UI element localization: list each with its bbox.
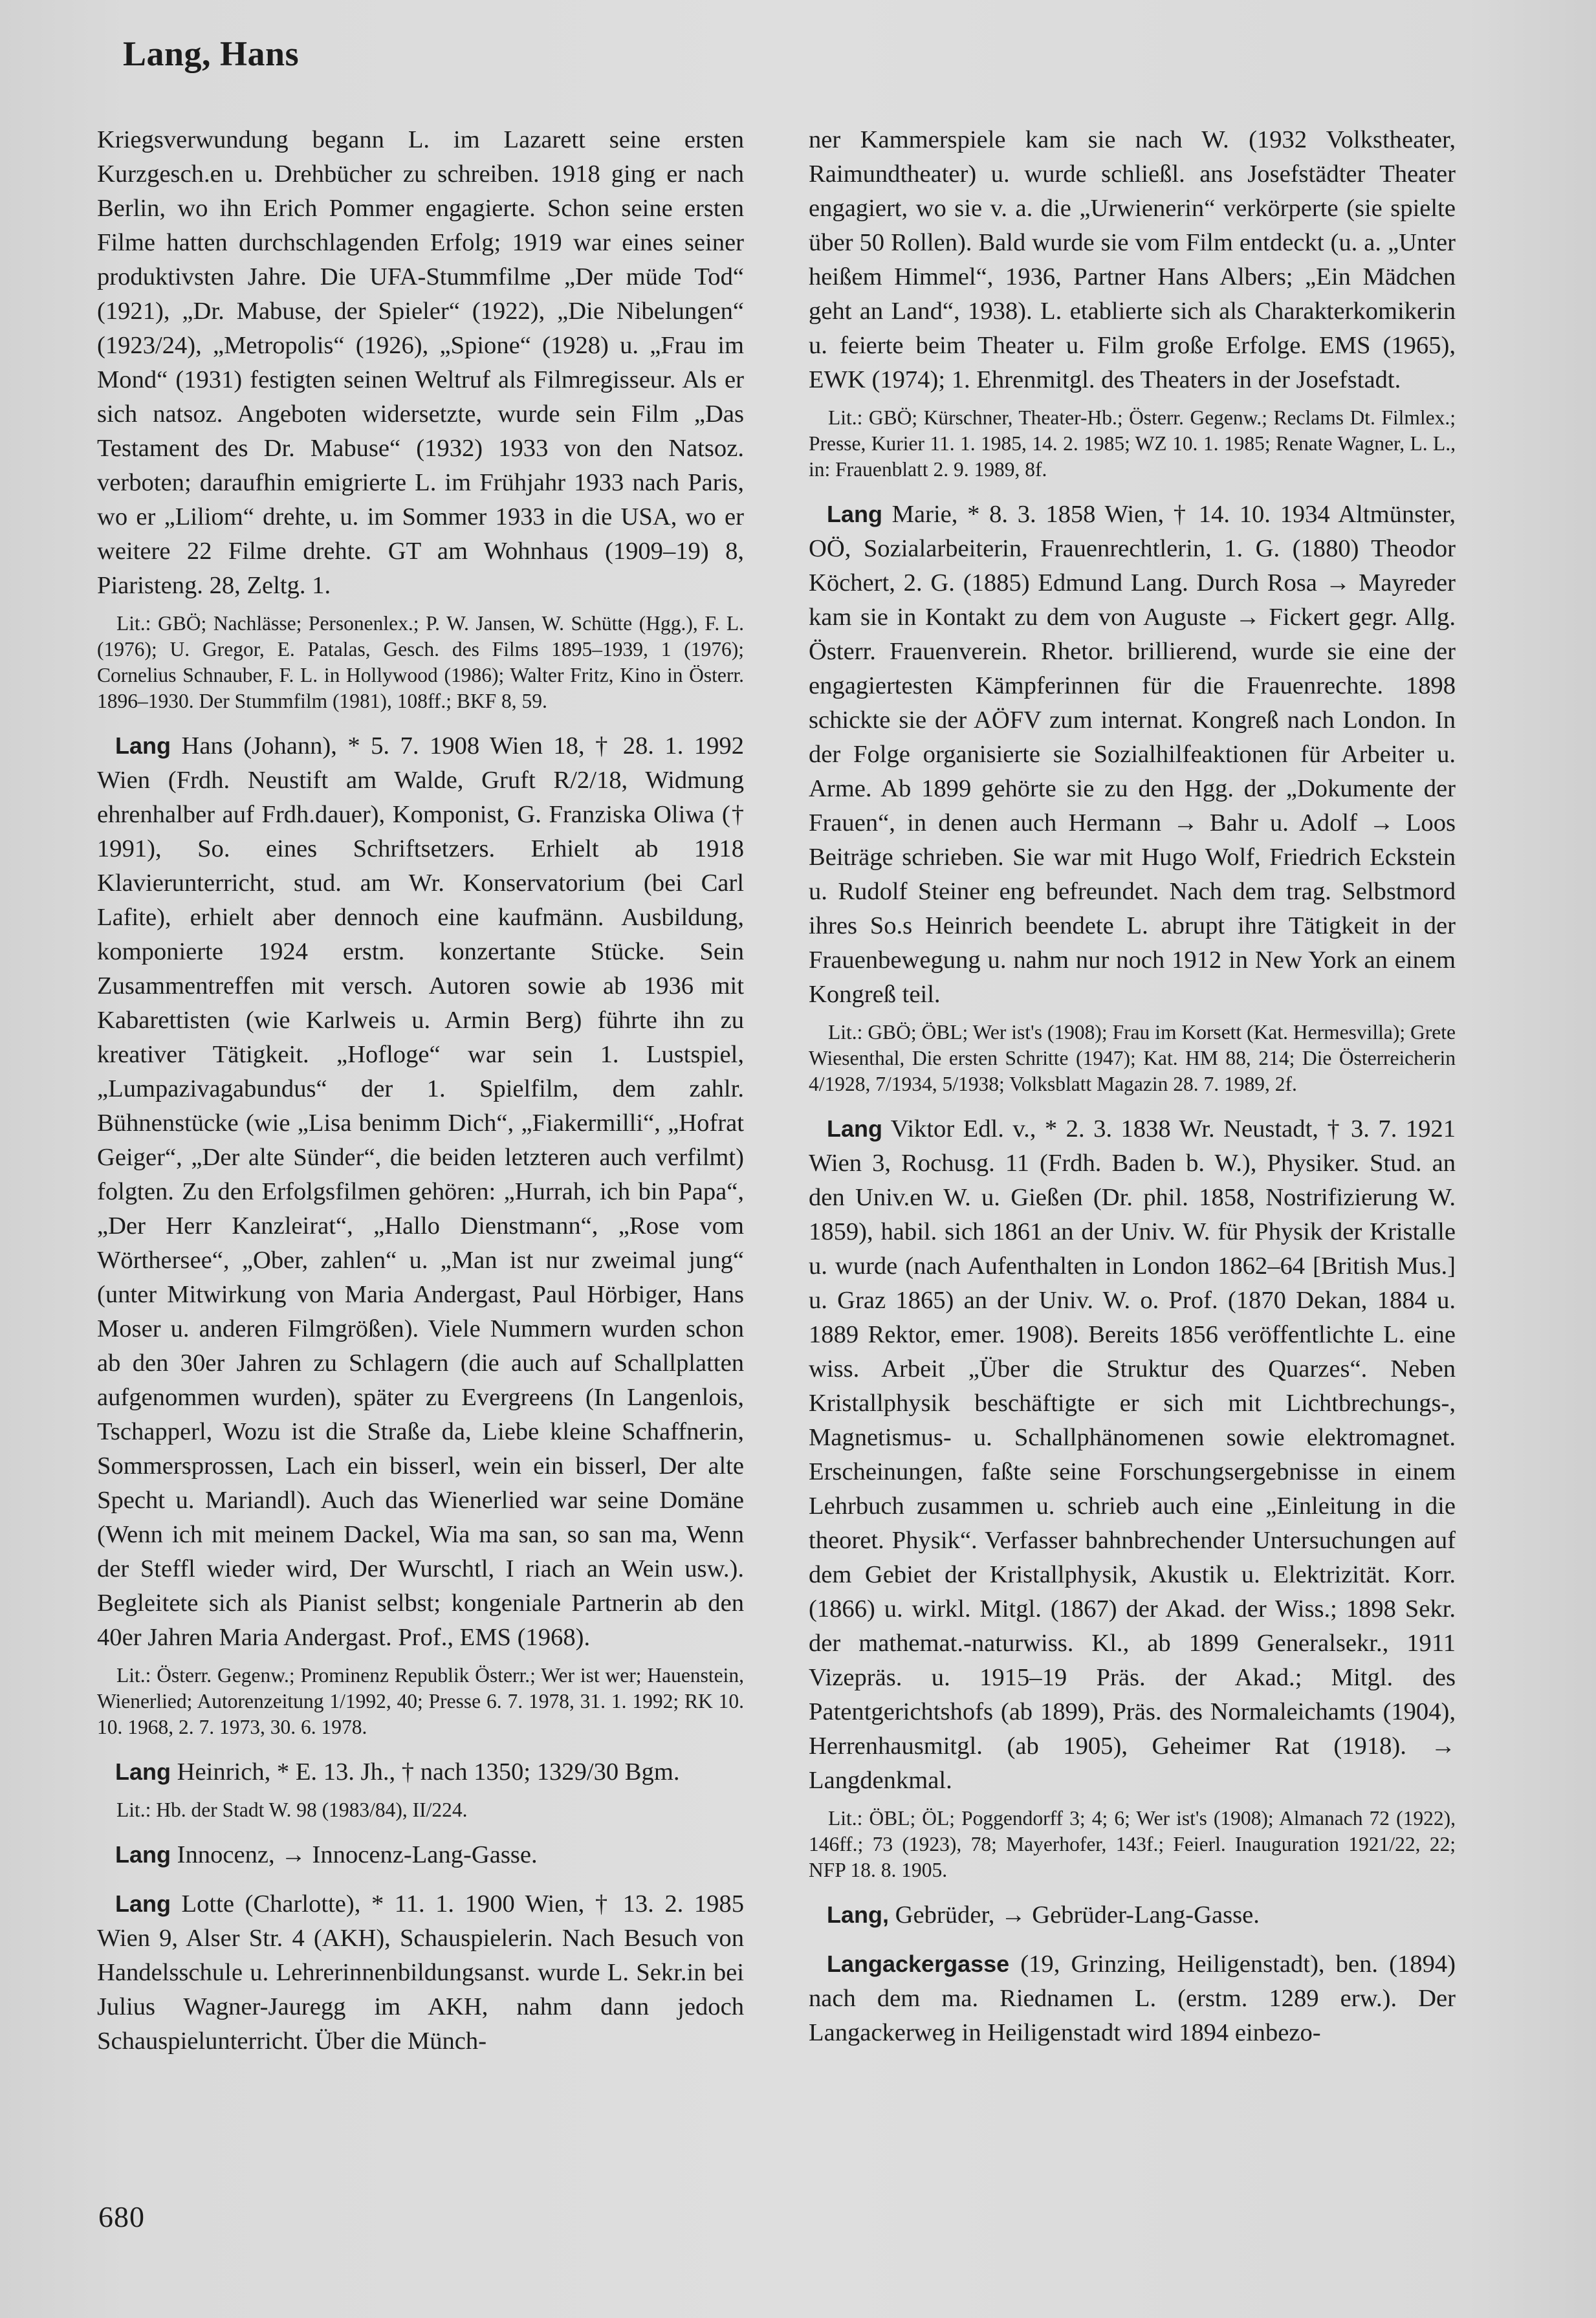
page-number: 680 [98,2200,145,2233]
entry-lang-gebrueder [809,1897,1456,1932]
running-head: Lang, Hans [123,34,300,73]
entry-continuation: Kriegsverwundung begann L. im Lazarett seine ersten Kurzgesch.en u. Drehbücher zu schreiben. 1918 ging er nach Berlin, wo ihn Erich Pommer engagierte. Schon seine ersten Filme hatten durchschlagenden Erfolg; 1919 war eines seiner produktivsten Jahre. Die UFA-Stummfilme „Der müde Tod“ (1921), „Dr. Mabuse, der Spieler“ (1922), „Die Nibelungen“ (1923/24), „Metropolis“ (1926), „Spione“ (1928) u. „Frau im Mond“ (1931) festigten seinen Weltruf als Filmregisseur. Als er sich natsoz. Angeboten widersetzte, wurde sein Film „Das Testament des Dr. Mabuse“ (1932) 1933 von den Natsoz. verboten; daraufhin emigrierte L. im Frühjahr 1933 nach Paris, wo er „Liliom“ drehte, u. im Sommer 1933 in die USA, wo er weitere 22 Filme drehte. GT am Wohnhaus (1909–19) 8, Piaristeng. 28, Zeltg. 1. [97,126,744,599]
entry-lang-lotte [97,1886,744,2059]
entry-lang-heinrich [97,1755,744,1789]
entry-text: Gebrüder, → Gebrüder-Lang-Gasse. [889,1901,1260,1929]
literature-note: Lit.: Österr. Gegenw.; Prominenz Republik Österr.; Wer ist wer; Hauenstein, Wienerlied; Autorenzeitung 1/1992, 40; Presse 6. 7. 1978, 31. 1. 1992; RK 10. 10. 1968, 2. 7. 1973, 30. 6. 1978. [97,1664,744,1738]
entry-headword: Lang [827,1115,882,1142]
entry-text: Lotte (Charlotte), * 11. 1. 1900 Wien, † 13. 2. 1985 Wien 9, Alser Str. 4 (AKH), Schauspielerin. Nach Besuch von Handelsschule u. Lehrerinnenbildungsanst. wurde L. Sekr.in bei Julius Wagner-Jauregg im AKH, nahm dann jedoch Schauspielunterricht. Über die Münch- [97,1890,744,2055]
literature-note: Lit.: ÖBL; ÖL; Poggendorff 3; 4; 6; Wer ist's (1908); Almanach 72 (1922), 146ff.; 73 (1923), 78; Mayerhofer, 143f.; Feierl. Inauguration 1921/22, 22; NFP 18. 8. 1905. [809,1807,1456,1881]
entry-text: Innocenz, → Innocenz-Lang-Gasse. [171,1841,538,1868]
entry-text: Hans (Johann), * 5. 7. 1908 Wien 18, † 28. 1. 1992 Wien (Frdh. Neustift am Walde, Gruft R/2/18, Widmung ehrenhalber auf Frdh.dauer), Komponist, G. Franziska Oliwa († 1991), So. eines Schriftsetzers. Erhielt ab 1918 Klavierunterricht, stud. am Wr. Konservatorium (bei Carl Lafite), erhielt aber dennoch eine kaufmänn. Ausbildung, komponierte 1924 erstm. konzertante Stücke. Sein Zusammentreffen mit versch. Autoren sowie ab 1936 mit Kabarettisten (wie Karlweis u. Armin Berg) führte ihn zu kreativer Tätigkeit. „Hofloge“ war sein 1. Lustspiel, „Lumpazivagabundus“ der 1. Spielfilm, dem zahlr. Bühnenstücke (wie „Lisa benimm Dich“, „Fiakermilli“, „Hofrat Geiger“, „Der alte Sünder“, die beiden letzteren auch verfilmt) folgten. Zu den Erfolgsfilmen gehören: „Hurrah, ich bin Papa“, „Der Herr Kanzleirat“, „Hallo Dienstmann“, „Rose vom Wörthersee“, „Ober, zahlen“ u. „Man ist nur zweimal jung“ (unter Mitwirkung von Maria Andergast, Paul Hörbiger, Hans Moser u. anderen Filmgrößen). Viele Nummern wurden schon ab den 30er Jahren zu Schlagern (die auch auf Schallplatten aufgenommen wurden), später zu Evergreens (In Langenlois, Tschapperl, Wozu ist die Straße da, Liebe kleine Schaffnerin, Sommersprossen, Lach ein bisserl, wein ein bisserl, Der alte Specht u. Mariandl). Auch das Wienerlied war seine Domäne (Wenn ich mit meinem Dackel, Wia ma san, so san ma, Wenn der Steffl wieder wird, Der Wurschtl, I riach an Wein usw.). Begleitete sich als Pianist selbst; kongeniale Partnerin ab den 40er Jahren Maria Andergast. Prof., EMS (1968). [97,732,744,1651]
literature-note: Lit.: GBÖ; Nachlässe; Personenlex.; P. W. Jansen, W. Schütte (Hgg.), F. L. (1976); U. Gregor, E. Patalas, Gesch. des Films 1895–1939, 1 (1976); Cornelius Schnauber, F. L. in Hollywood (1986); Walter Fritz, Kino in Österr. 1896–1930. Der Stummfilm (1981), 108ff.; BKF 8, 59. [97,612,744,712]
entry-text: (19, Grinzing, Heiligenstadt), ben. (1894) nach dem ma. Riednamen L. (erstm. 1289 erw.). Der Langackerweg in Heiligenstadt wird 1894 einbezo- [809,1951,1456,2046]
entry-lang-hans [97,728,744,1655]
literature-note: Lit.: GBÖ; ÖBL; Wer ist's (1908); Frau im Korsett (Kat. Hermesvilla); Grete Wiesenthal, Die ersten Schritte (1947); Kat. HM 88, 214; Die Österreicherin 4/1928, 7/1934, 5/1938; Volksblatt Magazin 28. 7. 1989, 2f. [809,1021,1456,1095]
entry-headword: Lang [827,501,882,527]
entry-continuation: ner Kammerspiele kam sie nach W. (1932 Volkstheater, Raimundtheater) u. wurde schließl. ans Josefstädter Theater engagiert, wo sie v. a. die „Urwienerin“ verkörperte (sie spielte über 50 Rollen). Bald wurde sie vom Film entdeckt (u. a. „Unter heißem Himmel“, 1936, Partner Hans Albers; „Ein Mädchen geht an Land“, 1938). L. etablierte sich als Charakterkomikerin u. feierte beim Theater u. Film große Erfolge. EMS (1965), EWK (1974); 1. Ehrenmitgl. des Theaters in der Josefstadt. [809,126,1456,393]
entry-text: Viktor Edl. v., * 2. 3. 1838 Wr. Neustadt, † 3. 7. 1921 Wien 3, Rochusg. 11 (Frdh. Baden b. W.), Physiker. Stud. an den Univ.en W. u. Gießen (Dr. phil. 1858, Nostrifizierung W. 1859), habil. sich 1861 an der Univ. W. für Physik der Kristalle u. wurde (nach Aufenthalten in London 1862–64 [British Mus.] u. Graz 1865) an der Univ. W. o. Prof. (1870 Dekan, 1884 u. 1889 Rektor, emer. 1908). Bereits 1856 veröffentlichte L. eine wiss. Arbeit „Über die Struktur des Quarzes“. Neben Kristallphysik beschäftigte er sich mit Lichtbrechungs-, Magnetismus- u. Schallphänomenen sowie elektromagnet. Erscheinungen, faßte seine Forschungsergebnisse in einem Lehrbuch zusammen u. schrieb auch eine „Einleitung in die theoret. Physik“. Verfasser bahnbrechender Untersuchungen auf dem Gebiet der Kristallphysik, Akustik u. Elektrizität. Korr. (1866) u. wirkl. Mitgl. (1867) der Akad. der Wiss.; 1898 Sekr. der mathemat.-naturwiss. Kl., ab 1899 Generalsekr., 1911 Vizepräs. u. 1915–19 Präs. der Akad.; Mitgl. des Patentgerichtshofs (ab 1899), Präs. des Normaleichamts (1904), Herrenhausmitgl. (ab 1905), Geheimer Rat (1918). → Langdenkmal. [809,1115,1456,1794]
entry-langackergasse [809,1947,1456,2050]
entry-headword: Lang [115,1758,171,1785]
literature-note: Lit.: GBÖ; Kürschner, Theater-Hb.; Österr. Gegenw.; Reclams Dt. Filmlex.; Presse, Kurier 11. 1. 1985, 14. 2. 1985; WZ 10. 1. 1985; Renate Wagner, L. L., in: Frauenblatt 2. 9. 1989, 8f. [809,406,1456,481]
entry-lang-innocenz [97,1837,744,1872]
literature-note: Lit.: Hb. der Stadt W. 98 (1983/84), II/224. [116,1799,468,1821]
entry-lang-marie [809,497,1456,1012]
entry-headword: Lang [115,1841,171,1868]
entry-lang-viktor [809,1111,1456,1798]
left-column [97,123,744,2059]
entry-headword: Lang [115,1890,171,1917]
entry-headword: Langackergasse [827,1951,1010,1977]
right-column [809,123,1456,2050]
entry-headword: Lang, [827,1901,889,1928]
entry-text: Marie, * 8. 3. 1858 Wien, † 14. 10. 1934 Altmünster, OÖ, Sozialarbeiterin, Frauenrechtlerin, 1. G. (1880) Theodor Köchert, 2. G. (1885) Edmund Lang. Durch Rosa → Mayreder kam sie in Kontakt zu dem von Auguste → Fickert gegr. Allg. Österr. Frauenverein. Rhetor. brillierend, wurde sie eine der engagiertesten Kämpferinnen für die Frauenrechte. 1898 schickte sie der AÖFV zum internat. Kongreß nach London. In der Folge organisierte sie Sozialhilfeaktionen für Arbeiter u. Arme. Ab 1899 gehörte sie zu den Hgg. der „Dokumente der Frauen“, in denen auch Hermann → Bahr u. Adolf → Loos Beiträge schrieben. Sie war mit Hugo Wolf, Friedrich Eckstein u. Rudolf Steiner eng befreundet. Nach dem trag. Selbstmord ihres So.s Heinrich beendete L. abrupt ihre Tätigkeit in der Frauenbewegung u. nahm nur noch 1912 in New York an einem Kongreß teil. [809,501,1456,1008]
entry-text: Heinrich, * E. 13. Jh., † nach 1350; 1329/30 Bgm. [171,1758,680,1786]
entry-headword: Lang [115,732,171,759]
